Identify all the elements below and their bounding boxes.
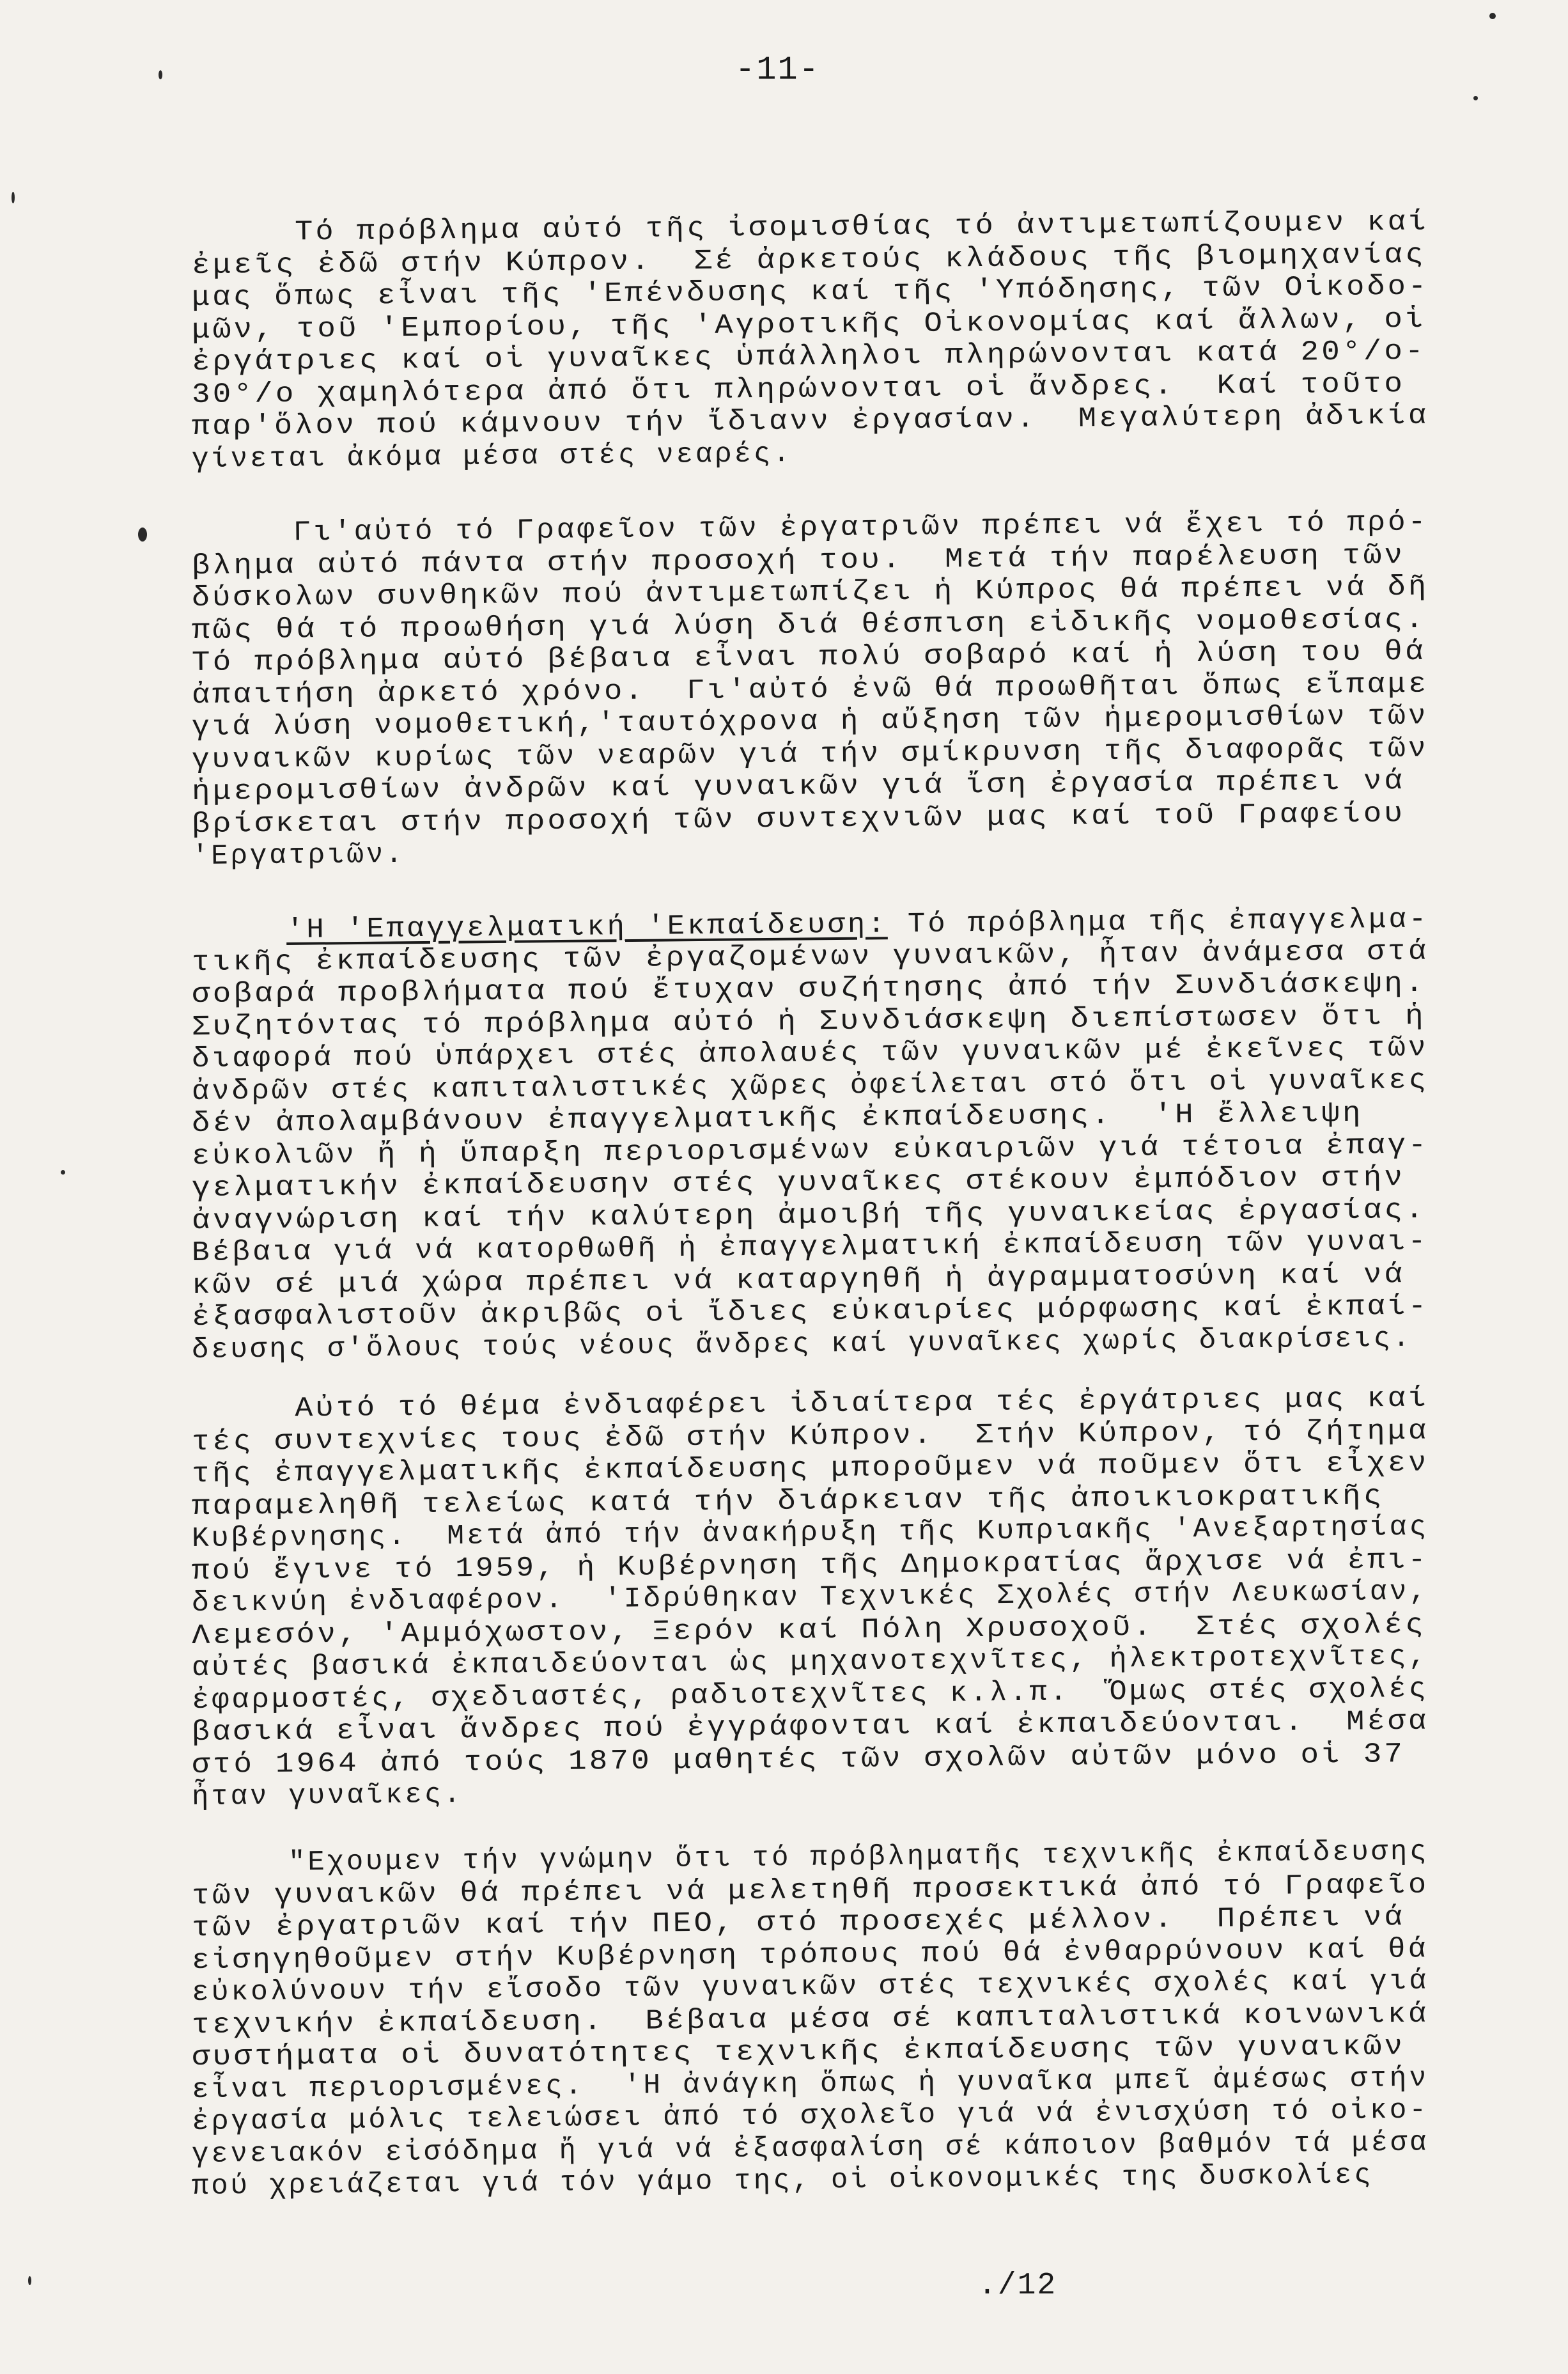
line-text: γιά λύση νομοθετική,'ταυτόχρονα ἡ αὔξηση τῶν ἡμερομισθίων τῶν bbox=[191, 700, 1429, 744]
line-text: εἰσηγηθοῦμεν στήν Κυβέρνηση τρόπους πού θά ἐνθαρρύνουν καί θά bbox=[191, 1933, 1429, 1977]
scan-speck bbox=[1489, 13, 1496, 19]
line-text: Κυβέρνησης. Μετά ἀπό τήν ἀνακήρυξη τῆς Κυπριακῆς 'Ανεξαρτησίας bbox=[191, 1511, 1429, 1555]
line-text: εὐκολιῶν ἤ ἡ ὕπαρξη περιορισμένων εὐκαιριῶν γιά τέτοια ἐπαγ- bbox=[191, 1129, 1429, 1173]
line-text: παραμεληθῆ τελείως κατά τήν διάρκειαν τῆς ἀποικιοκρατικῆς bbox=[191, 1480, 1385, 1523]
text-line bbox=[192, 1779, 463, 1813]
line-text: ἀναγνώριση καί τήν καλύτερη ἀμοιβή τῆς γυναικείας ἐργασίας. bbox=[191, 1194, 1427, 1237]
line-text: γίνεται ἀκόμα μέσα στές νεαρές. bbox=[191, 437, 793, 476]
scan-speck bbox=[1473, 96, 1478, 100]
line-text: Γι'αὐτό τό Γραφεῖον τῶν ἐργατριῶν πρέπει νά ἔχει τό πρό- bbox=[191, 506, 1429, 550]
line-text: Βέβαια γιά νά κατορθωθῆ ἡ ἐπαγγελματική ἐκπαίδευση τῶν γυναι- bbox=[191, 1226, 1429, 1269]
line-text: ἡμερομισθίων ἀνδρῶν καί γυναικῶν γιά ἴση ἐργασία πρέπει νά bbox=[191, 765, 1406, 808]
line-text: τῆς ἐπαγγελματικῆς ἐκπαίδευσης μποροῦμεν νά ποῦμεν ὅτι εἶχεν bbox=[191, 1447, 1429, 1490]
line-text: ἐργασία μόλις τελειώσει ἀπό τό σχολεῖο γιά νά ἐνισχύση τό οἰκο- bbox=[191, 2094, 1429, 2138]
line-text: τῶν γυναικῶν θά πρέπει νά μελετηθῆ προσεκτικά ἀπό τό Γραφεῖο bbox=[191, 1869, 1429, 1912]
line-text: Αὐτό τό θέμα ἐνδιαφέρει ἰδιαίτερα τές ἐργάτριες μας καί bbox=[191, 1382, 1429, 1426]
line-text: ἀπαιτήση ἀρκετό χρόνο. Γι'αὐτό ἐνῶ θά προωθῆται ὅπως εἴπαμε bbox=[191, 668, 1429, 712]
line-text: κῶν σέ μιά χώρα πρέπει νά καταργηθῆ ἡ ἀγραμματοσύνη καί νά bbox=[191, 1258, 1406, 1302]
page-number: -11- bbox=[735, 51, 820, 89]
line-text: βασικά εἶναι ἄνδρες πού ἐγγράφονται καί ἐκπαιδεύονται. Μέσα bbox=[191, 1705, 1429, 1749]
scan-speck bbox=[28, 2276, 31, 2285]
line-text: βλημα αὐτό πάντα στήν προσοχή του. Μετά τήν παρέλευση τῶν bbox=[191, 539, 1406, 582]
line-text: ἦταν γυναῖκες. bbox=[191, 1778, 463, 1813]
line-text: τικῆς ἐκπαίδευσης τῶν ἐργαζομένων γυναικῶν, ἦταν ἀνάμεσα στά bbox=[191, 935, 1429, 979]
text-line bbox=[192, 839, 405, 873]
line-text: δεικνύη ἐνδιαφέρον. 'Ιδρύθηκαν Τεχνικές Σχολές στήν Λευκωσίαν, bbox=[191, 1575, 1429, 1620]
line-text: Τό πρόβλημα αὐτό βέβαια εἶναι πολύ σοβαρό καί ἡ λύση του θά bbox=[191, 636, 1427, 679]
line-text: παρ'ὅλον πού κάμνουν τήν ἴδιανν ἐργασίαν. Μεγαλύτερη ἀδικία bbox=[191, 400, 1429, 443]
line-text: πού χρειάζεται γιά τόν γάμο της, οἱ οἰκονομικές της δυσκολίες bbox=[191, 2159, 1374, 2203]
line-text: ἐξασφαλιστοῦν ἀκριβῶς οἱ ἴδιες εὐκαιρίες μόρφωσης καί ἐκπαί- bbox=[191, 1290, 1429, 1334]
line-text: μας ὅπως εἶναι τῆς 'Επένδυσης καί τῆς 'Υπόδησης, τῶν Οἰκοδο- bbox=[191, 270, 1429, 314]
line-text: 'Εργατριῶν. bbox=[191, 838, 405, 873]
line-text: σοβαρά προβλήματα πού ἔτυχαν συζήτησης ἀπό τήν Συνδιάσκεψη. bbox=[191, 967, 1427, 1011]
line-text: γυναικῶν κυρίως τῶν νεαρῶν γιά τήν σμίκρυνση τῆς διαφορᾶς τῶν bbox=[191, 732, 1429, 776]
line-text: μῶν, τοῦ 'Εμπορίου, τῆς 'Αγροτικῆς Οἰκονομίας καί ἄλλων, οἱ bbox=[191, 303, 1427, 347]
scan-speck bbox=[61, 1170, 65, 1175]
continuation-marker: ./12 bbox=[978, 2269, 1057, 2303]
line-text: δέν ἀπολαμβάνουν ἐπαγγελματικῆς ἐκπαίδευσης. 'Η ἔλλειψη bbox=[191, 1097, 1363, 1140]
line-text: δευσης σ'ὅλους τούς νέους ἄνδρες καί γυναῖκες χωρίς διακρίσεις. bbox=[191, 1322, 1413, 1366]
line-text: εἶναι περιορισμένες. 'Η ἀνάγκη ὅπως ἡ γυναῖκα μπεῖ ἀμέσως στήν bbox=[191, 2062, 1429, 2106]
line-text: Τό πρόβλημα τῆς ἐπαγγελμα- bbox=[887, 903, 1429, 941]
line-text: βρίσκεται στήν προσοχή τῶν συντεχνιῶν μας καί τοῦ Γραφείου bbox=[191, 797, 1406, 841]
line-text: ἐφαρμοστές, σχεδιαστές, ραδιοτεχνῖτες κ.λ.π. Ὅμως στές σχολές bbox=[191, 1673, 1429, 1717]
line-text: 30°/ο χαμηλότερα ἀπό ὅτι πληρώνονται οἱ ἄνδρες. Καί τοῦτο bbox=[191, 368, 1406, 411]
line-text: δύσκολων συνθηκῶν πού ἀντιμετωπίζει ἡ Κύπρος θά πρέπει νά δῆ bbox=[191, 571, 1429, 614]
line-text: αὐτές βασικά ἐκπαιδεύονται ὡς μηχανοτεχνῖτες, ἠλεκτροτεχνῖτες, bbox=[191, 1640, 1429, 1684]
line-text: ἀνδρῶν στές καπιταλιστικές χῶρες ὀφείλεται στό ὅτι οἱ γυναῖκες bbox=[191, 1064, 1429, 1108]
line-text: πῶς θά τό προωθήση γιά λύση διά θέσπιση εἰδικῆς νομοθεσίας. bbox=[191, 604, 1427, 647]
line-text: Τό πρόβλημα αὐτό τῆς ἰσομισθίας τό ἀντιμετωπίζουμεν καί bbox=[191, 206, 1429, 249]
line-text: τῶν ἐργατριῶν καί τήν ΠΕΟ, στό προσεχές μέλλον. Πρέπει νά bbox=[191, 1902, 1406, 1944]
scan-speck bbox=[159, 70, 162, 79]
line-text: γελματικήν ἐκπαίδευσην στές γυναῖκες στέκουν ἐμπόδιον στήν bbox=[191, 1162, 1406, 1205]
line-text: συστήματα οἱ δυνατότητες τεχνικῆς ἐκπαίδευσης τῶν γυναικῶν bbox=[191, 2031, 1406, 2073]
line-text: γενειακόν εἰσόδημα ἤ γιά νά ἐξασφαλίση σέ κάποιον βαθμόν τά μέσα bbox=[191, 2126, 1429, 2171]
line-text: τές συντεχνίες τους ἐδῶ στήν Κύπρον. Στήν Κύπρον, τό ζήτημα bbox=[191, 1415, 1429, 1458]
line-text: τεχνικήν ἐκπαίδευση. Βέβαια μέσα σέ καπιταλιστικά κοινωνικά bbox=[191, 1998, 1429, 2042]
text-line bbox=[192, 437, 793, 475]
scan-speck bbox=[138, 527, 147, 542]
line-text: ἐμεῖς ἐδῶ στήν Κύπρον. Σέ ἀρκετούς κλάδους τῆς βιομηχανίας bbox=[191, 238, 1427, 282]
scan-speck bbox=[12, 192, 15, 203]
line-text: ἐργάτριες καί οἱ γυναῖκες ὑπάλληλοι πληρώνονται κατά 20°/ο- bbox=[191, 335, 1427, 379]
line-text: Συζητόντας τό πρόβλημα αὐτό ἡ Συνδιάσκεψη διεπίστωσεν ὅτι ἡ bbox=[191, 1000, 1427, 1043]
line-text: πού ἔγινε τό 1959, ἡ Κυβέρνηση τῆς Δημοκρατίας ἄρχισε νά ἐπι- bbox=[191, 1543, 1429, 1588]
line-text: διαφορά πού ὑπάρχει στές ἀπολαυές τῶν γυναικῶν μέ ἐκεῖνες τῶν bbox=[191, 1032, 1429, 1075]
section-heading: 'Η 'Επαγγελματική 'Εκπαίδευση: bbox=[286, 909, 888, 946]
line-text: Λεμεσόν, 'Αμμόχωστον, Ξερόν καί Πόλη Χρυσοχοῦ. Στές σχολές bbox=[191, 1609, 1427, 1652]
line-text: "Εχουμεν τήν γνώμην ὅτι τό πρόβληματῆς τεχνικῆς ἐκπαίδευσης bbox=[191, 1836, 1429, 1880]
line-text: στό 1964 ἀπό τούς 1870 μαθητές τῶν σχολῶν αὐτῶν μόνο οἱ 37 bbox=[191, 1738, 1406, 1781]
line-text: εὐκολύνουν τήν εἴσοδο τῶν γυναικῶν στές τεχνικές σχολές καί γιά bbox=[191, 1965, 1429, 2009]
